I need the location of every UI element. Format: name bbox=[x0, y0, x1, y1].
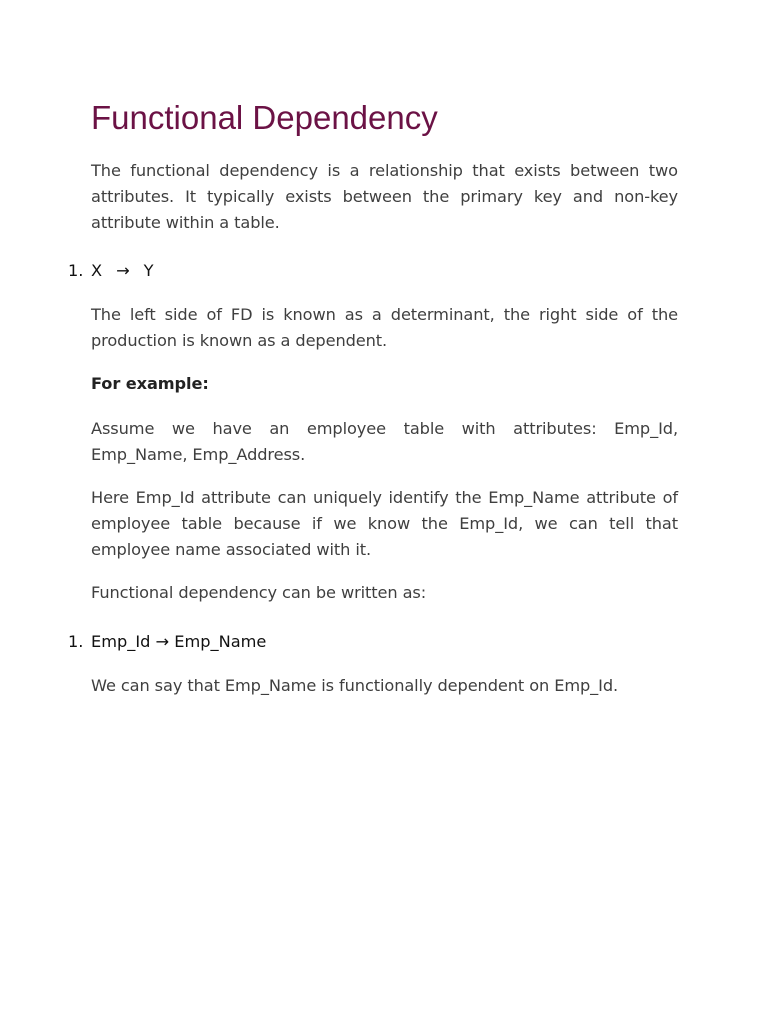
example-heading: For example: bbox=[91, 374, 209, 393]
example-paragraph: Assume we have an employee table with attributes: Emp_Id, Emp_Name, Emp_Address. bbox=[91, 419, 678, 464]
explanation-paragraph: Here Emp_Id attribute can uniquely identify the Emp_Name attribute of employee table because if we know the Emp_Id, we can tell that employee name associated with it. bbox=[91, 488, 678, 559]
fd-lhs: X bbox=[91, 261, 103, 280]
page-title: Functional Dependency bbox=[91, 99, 438, 136]
fd-arrow: → bbox=[116, 261, 130, 280]
determinant-paragraph: The left side of FD is known as a determinant, the right side of the production is known as a dependent. bbox=[91, 305, 678, 350]
fd-notation-list-item bbox=[68, 258, 678, 284]
list-number: 1. bbox=[68, 261, 84, 280]
fd-example-list-item bbox=[68, 629, 678, 655]
intro-paragraph: The functional dependency is a relationship that exists between two attributes. It typically exists between the primary key and non-key attribute within a table. bbox=[91, 161, 678, 232]
fd-expression: Emp_Id → Emp_Name bbox=[91, 632, 267, 651]
list-number: 1. bbox=[68, 632, 84, 651]
written-as-paragraph: Functional dependency can be written as: bbox=[91, 583, 427, 602]
fd-rhs: Y bbox=[143, 261, 154, 280]
conclusion-paragraph: We can say that Emp_Name is functionally dependent on Emp_Id. bbox=[91, 676, 619, 695]
